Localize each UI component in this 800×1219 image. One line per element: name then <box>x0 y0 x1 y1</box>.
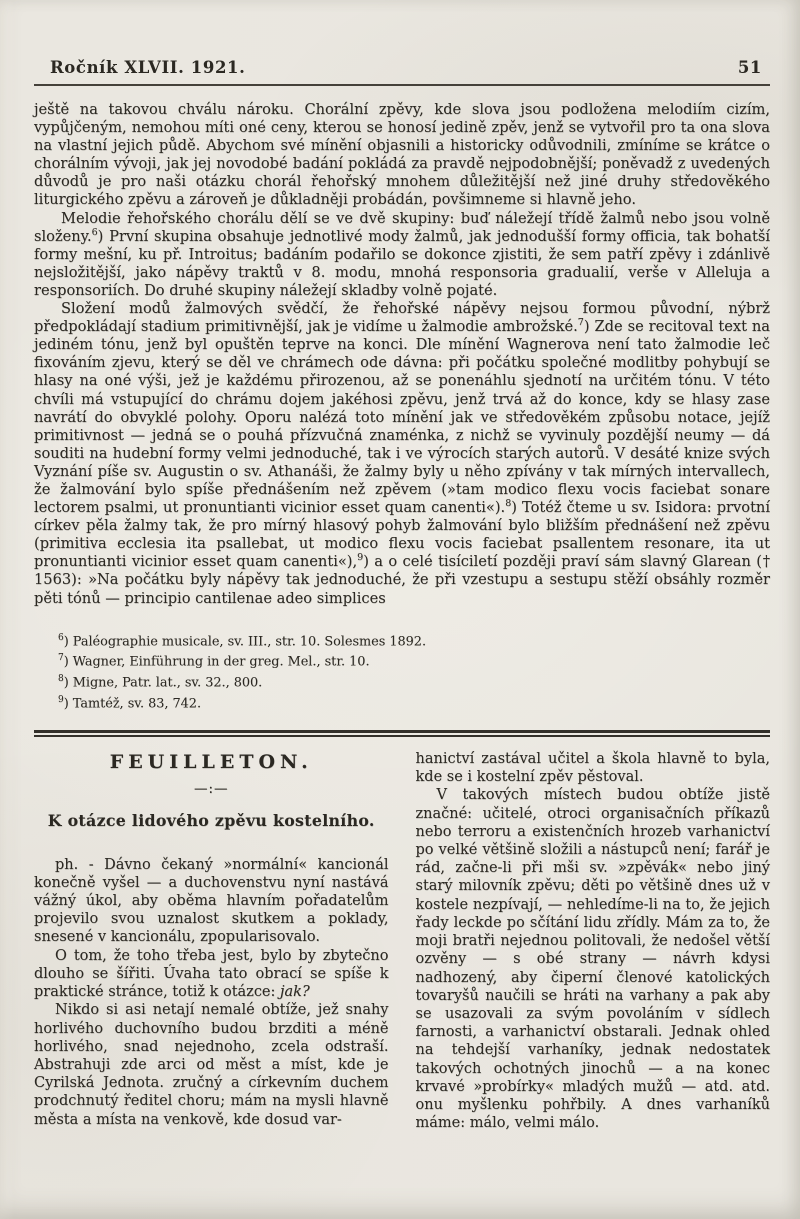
footnote-text: ) Paléographie musicale, sv. III., str. 10. Solesmes 1892. <box>63 633 427 649</box>
footnote-marker: 9 <box>58 695 64 706</box>
footnote-marker: 8 <box>58 674 64 685</box>
feuilleton-title: FEUILLETON. <box>109 751 313 774</box>
article-paragraph-3 <box>34 300 770 608</box>
footnote-9 <box>58 692 770 713</box>
footnote-ref-7: 7 <box>577 317 584 329</box>
feuilleton-column-right <box>416 750 771 1132</box>
footnote-ref-8: 8 <box>505 498 512 510</box>
feuilleton-section <box>34 750 770 1132</box>
footnote-text: ) Tamtéž, sv. 83, 742. <box>63 696 202 712</box>
footnote-text: ) Migne, Patr. lat., sv. 32., 800. <box>63 675 263 691</box>
emphasized-word: jak? <box>280 984 310 1001</box>
feuilleton-left-paragraph-3: Nikdo si asi netají nemalé obtíže, jež snahy horlivého duchovního budou brzditi a méně horlivého, snad nejednoho, zcela odstraší. Abstrahuji zde arci od měst a míst, kde je Cyrilská Jednota. zručný a církevním duchem prodchnutý ředitel choru; mám na mysli hlavně města a místa na venkově, kde dosud var- <box>34 1002 389 1128</box>
paragraph-text: Složení modů žalmových svědčí, že řehořské nápěvy nejsou formou původní, nýbrž předpokládají stadium primitivnější, jak je vidíme u žalmodie ambrožské. <box>34 300 770 336</box>
footnote-ref-6: 6 <box>91 226 98 238</box>
footnote-6 <box>58 630 770 651</box>
feuilleton-subtitle: K otázce lidového zpěvu kostelního. <box>47 811 375 831</box>
feuilleton-left-paragraph-1: ph. - Dávno čekaný »normální« kancionál konečně vyšel — a duchovenstvu nyní nastává vážný úkol, aby oběma hlavním pořadatelům projevilo svou uznalost skutkem a poklady, snesené v kancionálu, zpopularisovalo. <box>34 856 389 946</box>
feuilleton-right-paragraph-1: hanictví zastával učitel a škola hlavně to byla, kde se i kostelní zpěv pěstoval. <box>415 751 770 786</box>
feuilleton-column-left <box>34 750 389 1132</box>
paragraph-text: ) Zde se recitoval text na jediném tónu, jenž byl opuštěn teprve na konci. Dle mínění Wagnerova není tato žalmodie leč fixováním zjevu, který se děl ve chrámech ode dávna: při počátku společné modlitby pohybují se hlasy na oné výši, jež je každému přirozenou, až se ponenáhlu sjednotí na určitém tónu. V této chvíli má vstupující do chrámu dojem jakéhosi zpěvu, jenž trvá až do konce, kdy se hlasy zase navrátí do obvyklé polohy. Oporu nalézá toto mínění jak ve středověkém způsobu notace, jejíž primitivnost — jedná se o pouhá přízvučná znaménka, z nichž se vyvinuly pozdější neumy — dá souditi na hudební formy velmi jednoduché, tak i ve výrocích starých autorů. V desáté knize svých Vyznání píše sv. Augustin o sv. Athanáši, že žalmy byly u něho zpívány v tak mírných intervallech, že žalmování bylo spíše přednášením než zpěvem (»tam modico flexu vocis faciebat sonare lectorem psalmi, ut pronuntianti vicinior esset quam canenti«). <box>34 318 771 517</box>
journal-volume-label: Ročník XLVII. 1921. <box>50 58 246 77</box>
footnotes-block <box>58 630 770 713</box>
footnote-marker: 7 <box>58 653 64 664</box>
section-divider-rule <box>34 730 770 737</box>
article-body <box>34 101 770 608</box>
footnote-marker: 6 <box>58 632 64 643</box>
page-header <box>34 58 770 86</box>
paragraph-text: ) První skupina obsahuje jednotlivé mody žalmů, jak jednodušší formy officia, tak bohatší formy mešní, ku př. Introitus; badáním podařilo se dokonce zjistiti, že sem patří zpěvy i zdánlivě nejsložitější, jako nápěvy traktů v 8. modu, mnohá responsoria gradualií, verše v Alleluja a responsoriích. Do druhé skupiny náležejí skladby volně pojaté. <box>34 227 770 299</box>
paragraph-text: ) Totéž čteme u sv. Isidora: prvotní církev pěla žalmy tak, že pro mírný hlasový pohyb žalmování bylo bližším přednášení než zpěvu (primitiva ecclesia ita psallebat, ut modico flexu vocis faciebat psallentem resonare, ita ut pronuntianti vicinior esset quam canenti«), <box>34 499 770 571</box>
footnote-8 <box>58 671 770 692</box>
feuilleton-left-paragraph-2 <box>34 947 389 1002</box>
feuilleton-right-paragraph-2: V takových místech budou obtíže jistě značné: učitelé, otroci organisačních příkazů nebo terroru a existenčních hrozeb varhanictví po velké většině složili a nástupců není; farář je rád, začne-li při mši sv. »zpěvák« nebo jiný starý milovník zpěvu; děti po většině dnes už v kostele nezpívají, — nehledíme-li na to, že jejich řady leckde po sčítání lidu zřídly. Mám za to, že moji bratři nejednou politovali, že nedošel větší ozvěny — s obé strany — návrh kdysi nadhozený, aby čiperní členové katolických tovaryšů naučili se hráti na varhany a pak aby se usazovali za svým povoláním v sídlech farnosti, a varhanictví obstarali. Jednak ohled na tehdejší varhaníky, jednak nedostatek takových ochotných jinochů — a na konec krvavé »probírky« mladých mužů — atd. atd. onu myšlenku pohřbily. A dnes varhaníků máme: málo, velmi málo. <box>415 787 770 1132</box>
paragraph-text: Melodie řehořského chorálu dělí se ve dvě skupiny: buď náležejí třídě žalmů nebo jsou volně složeny. <box>34 209 770 245</box>
article-paragraph-1: ještě na takovou chválu nároku. Chorální zpěvy, kde slova jsou podložena melodiím cizím, vypůjčeným, nemohou míti oné ceny, kterou se honosí jedině zpěv, jenž se vytvořil pro ta ona slova na vlastní jejich půdě. Abychom své mínění objasnili a historicky odůvodnili, zmíníme se krátce o chorálním vývoji, jak jej novodobé badání pokládá za pravdě nejpodobnější; poněvadž z uvedených důvodů je pro naši otázku chorál řehořský mnohem důležitější než jiné druhy středověkého liturgického zpěvu a zároveň je důkladněji probádán, povšimneme si hlavně jeho. <box>34 101 770 209</box>
footnote-7 <box>58 650 770 671</box>
footnote-text: ) Wagner, Einführung in der greg. Mel., str. 10. <box>63 654 370 670</box>
feuilleton-ornament-divider: —:— <box>193 781 229 798</box>
footnote-ref-9: 9 <box>357 552 364 564</box>
page-number: 51 <box>737 58 762 77</box>
paragraph-text: ) a o celé tisíciletí později praví sám slavný Glarean († 1563): »Na počátku byly nápěvy tak jednoduché, že při vzestupu a sestupu stěží obsáhly rozměr pěti tónů — principio cantilenae adeo simplices <box>34 553 770 607</box>
article-paragraph-2 <box>34 210 770 300</box>
paragraph-text: O tom, že toho třeba jest, bylo by zbytečno dlouho se šířiti. Úvaha tato obrací se spíše k praktické stránce, totiž k otázce: <box>34 947 389 1001</box>
